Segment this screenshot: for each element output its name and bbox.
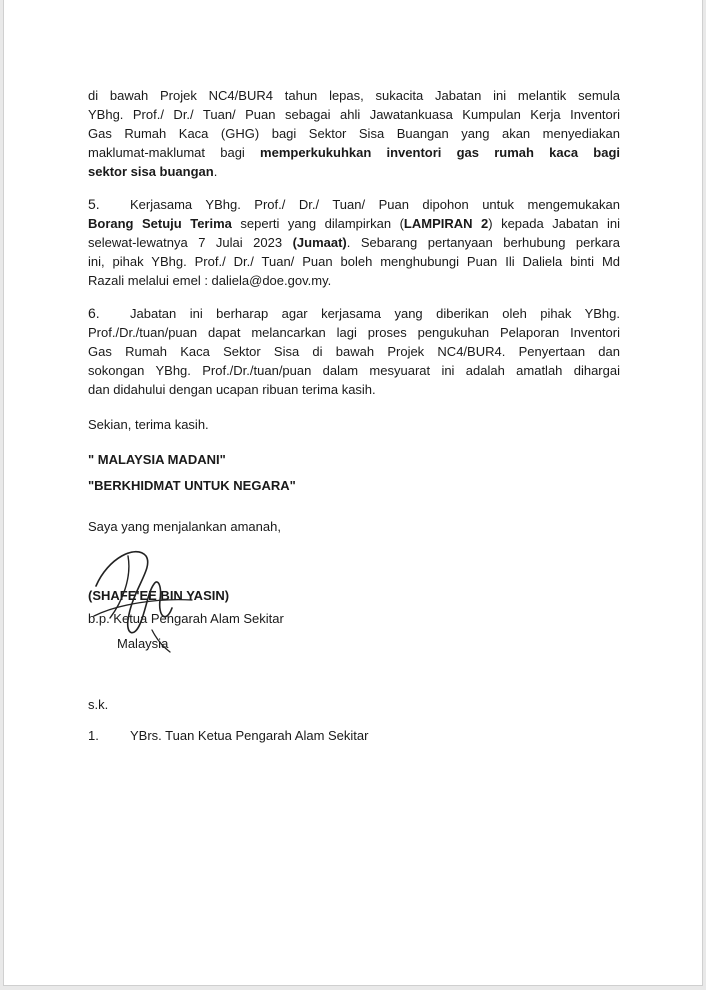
signer-title: b.p. Ketua Pengarah Alam Sekitar	[88, 611, 284, 626]
signature	[88, 538, 198, 658]
p1-line: di bawah Projek NC4/BUR4 tahun lepas, sukacita Jabatan ini melantik semula	[88, 88, 620, 103]
p1-line: Gas Rumah Kaca (GHG) bagi Sektor Sisa Buangan yang akan menyediakan	[88, 126, 620, 141]
paragraph-5: 5. Kerjasama YBhg. Prof./ Dr./ Tuan/ Puan dipohon untuk mengemukakan Borang Setuju Terima seperti yang dilampirkan (LAMPIRAN 2) kepada Jabatan ini selewat-lewatnya 7 Julai 2023 (Jumaat). Sebarang pertanyaan berhubung perkara ini, pihak YBhg. Prof./ Dr./ Tuan/ Puan boleh menghubungi Puan Ili Daliela binti Md Razali melalui emel : daliela@doe.gov.my.	[88, 196, 620, 288]
document-page	[3, 0, 703, 986]
signer-name: (SHAFE'EE BIN YASIN)	[88, 588, 230, 603]
signature-drawing	[88, 538, 198, 658]
email-text: Razali melalui emel : daliela@doe.gov.my.	[88, 273, 332, 288]
closing-text: Sekian, terima kasih.	[88, 417, 209, 432]
cc-label: s.k.	[88, 697, 109, 712]
paragraph-continuation	[88, 86, 620, 181]
motto-malaysia-madani: " MALAYSIA MADANI"	[88, 452, 226, 467]
paragraph-6: 6. Jabatan ini berharap agar kerjasama yang diberikan oleh pihak YBhg. Prof./Dr./tuan/puan dapat melancarkan lagi proses pengukuhan Pelaporan Inventori Gas Rumah Kaca Sektor Sisa di bawah Projek NC4/BUR4. Penyertaan dan sokongan YBhg. Prof./Dr./tuan/puan dalam mesyuarat ini adalah amatlah dihargai dan didahului dengan ucapan ribuan terima kasih.	[88, 305, 620, 397]
p1-line: YBhg. Prof./ Dr./ Tuan/ Puan sebagai ahli Jawatankuasa Kumpulan Kerja Inventori	[88, 107, 620, 122]
paragraph-number: 5.	[88, 196, 100, 212]
p1-line: maklumat-maklumat bagi memperkukuhkan inventori gas rumah kaca bagi	[88, 145, 621, 160]
paragraph-number: 6.	[88, 305, 100, 321]
p1-line: sektor sisa buangan.	[88, 164, 218, 179]
cc-item: 1. YBrs. Tuan Ketua Pengarah Alam Sekitar	[88, 728, 369, 743]
motto-berkhidmat: "BERKHIDMAT UNTUK NEGARA"	[88, 478, 296, 493]
signer-country: Malaysia	[117, 636, 169, 651]
amanah-text: Saya yang menjalankan amanah,	[88, 519, 281, 534]
